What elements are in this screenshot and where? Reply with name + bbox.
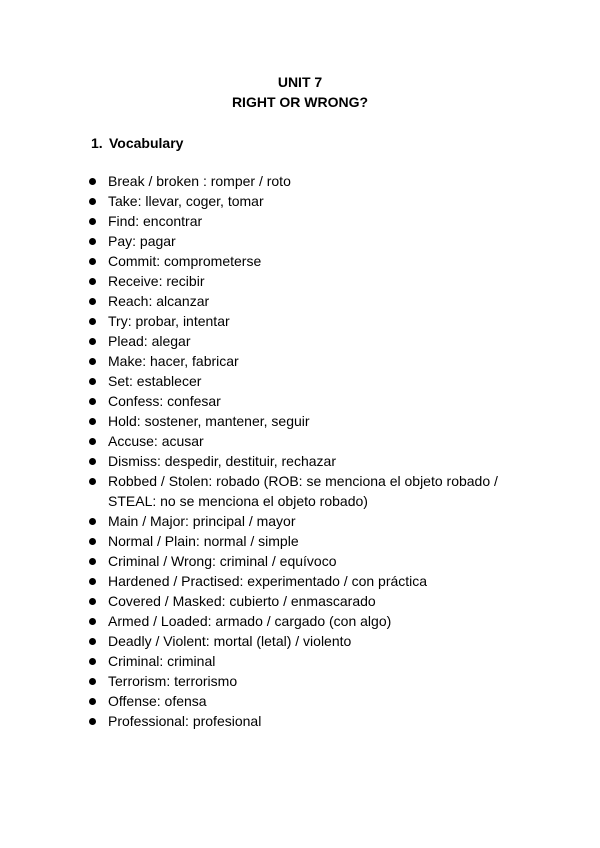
- bullet-icon: [89, 338, 96, 345]
- list-item-text: Robbed / Stolen: robado (ROB: se menciona el objeto robado / STEAL: no se menciona el objeto robado): [108, 473, 498, 509]
- vocabulary-list: [0, 171, 600, 731]
- list-item: [0, 211, 600, 231]
- list-item: [0, 571, 600, 591]
- list-item-text: Covered / Masked: cubierto / enmascarado: [108, 593, 376, 609]
- list-item: [0, 531, 600, 551]
- list-item: [0, 171, 600, 191]
- bullet-icon: [89, 418, 96, 425]
- list-item: [0, 351, 600, 371]
- bullet-icon: [89, 718, 96, 725]
- bullet-icon: [89, 538, 96, 545]
- list-item: [0, 231, 600, 251]
- list-item-text: Find: encontrar: [108, 213, 203, 229]
- list-item-text: Dismiss: despedir, destituir, rechazar: [108, 453, 336, 469]
- list-item-text: Confess: confesar: [108, 393, 221, 409]
- list-item-text: Main / Major: principal / mayor: [108, 513, 296, 529]
- section-heading: [91, 133, 183, 153]
- bullet-icon: [89, 298, 96, 305]
- bullet-icon: [89, 258, 96, 265]
- unit-title: UNIT 7: [277, 74, 323, 90]
- list-item: [0, 291, 600, 311]
- list-item-text: Plead: alegar: [108, 333, 191, 349]
- list-item-text: Break / broken : romper / roto: [108, 173, 291, 189]
- bullet-icon: [89, 698, 96, 705]
- list-item: [0, 511, 600, 531]
- list-item: [0, 271, 600, 291]
- list-item: [0, 551, 600, 571]
- list-item: [0, 711, 600, 731]
- section-number: 1.: [91, 135, 103, 151]
- bullet-icon: [89, 198, 96, 205]
- list-item: [0, 671, 600, 691]
- list-item-text: Hardened / Practised: experimentado / con práctica: [108, 573, 428, 589]
- bullet-icon: [89, 398, 96, 405]
- list-item: [0, 631, 600, 651]
- bullet-icon: [89, 278, 96, 285]
- bullet-icon: [89, 238, 96, 245]
- list-item-text: Offense: ofensa: [108, 693, 207, 709]
- list-item: [0, 611, 600, 631]
- bullet-icon: [89, 378, 96, 385]
- list-item: [0, 391, 600, 411]
- list-item: [0, 251, 600, 271]
- list-item: [0, 651, 600, 671]
- list-item-text: Try: probar, intentar: [108, 313, 230, 329]
- title-block: [0, 72, 600, 112]
- list-item-text: Normal / Plain: normal / simple: [108, 533, 299, 549]
- list-item-text: Set: establecer: [108, 373, 202, 389]
- list-item: [0, 331, 600, 351]
- bullet-icon: [89, 518, 96, 525]
- list-item: [0, 471, 600, 511]
- list-item-text: Commit: comprometerse: [108, 253, 262, 269]
- bullet-icon: [89, 318, 96, 325]
- bullet-icon: [89, 618, 96, 625]
- list-item-text: Accuse: acusar: [108, 433, 204, 449]
- list-item-text: Make: hacer, fabricar: [108, 353, 239, 369]
- list-item-text: Criminal / Wrong: criminal / equívoco: [108, 553, 337, 569]
- list-item-text: Hold: sostener, mantener, seguir: [108, 413, 310, 429]
- bullet-icon: [89, 358, 96, 365]
- unit-subtitle: RIGHT OR WRONG?: [231, 94, 369, 110]
- bullet-icon: [89, 638, 96, 645]
- bullet-icon: [89, 438, 96, 445]
- bullet-icon: [89, 218, 96, 225]
- list-item-text: Armed / Loaded: armado / cargado (con algo): [108, 613, 392, 629]
- bullet-icon: [89, 598, 96, 605]
- list-item-text: Reach: alcanzar: [108, 293, 210, 309]
- list-item: [0, 371, 600, 391]
- section-heading-text: Vocabulary: [109, 135, 184, 151]
- list-item: [0, 311, 600, 331]
- list-item: [0, 451, 600, 471]
- list-item: [0, 591, 600, 611]
- list-item-text: Deadly / Violent: mortal (letal) / violento: [108, 633, 352, 649]
- list-item: [0, 191, 600, 211]
- list-item-text: Terrorism: terrorismo: [108, 673, 238, 689]
- list-item-text: Criminal: criminal: [108, 653, 216, 669]
- list-item-text: Professional: profesional: [108, 713, 262, 729]
- list-item: [0, 431, 600, 451]
- bullet-icon: [89, 178, 96, 185]
- bullet-icon: [89, 578, 96, 585]
- bullet-icon: [89, 658, 96, 665]
- list-item: [0, 411, 600, 431]
- bullet-icon: [89, 678, 96, 685]
- list-item-text: Take: llevar, coger, tomar: [108, 193, 264, 209]
- bullet-icon: [89, 478, 96, 485]
- list-item: [0, 691, 600, 711]
- bullet-icon: [89, 558, 96, 565]
- bullet-icon: [89, 458, 96, 465]
- list-item-text: Receive: recibir: [108, 273, 205, 289]
- list-item-text: Pay: pagar: [108, 233, 176, 249]
